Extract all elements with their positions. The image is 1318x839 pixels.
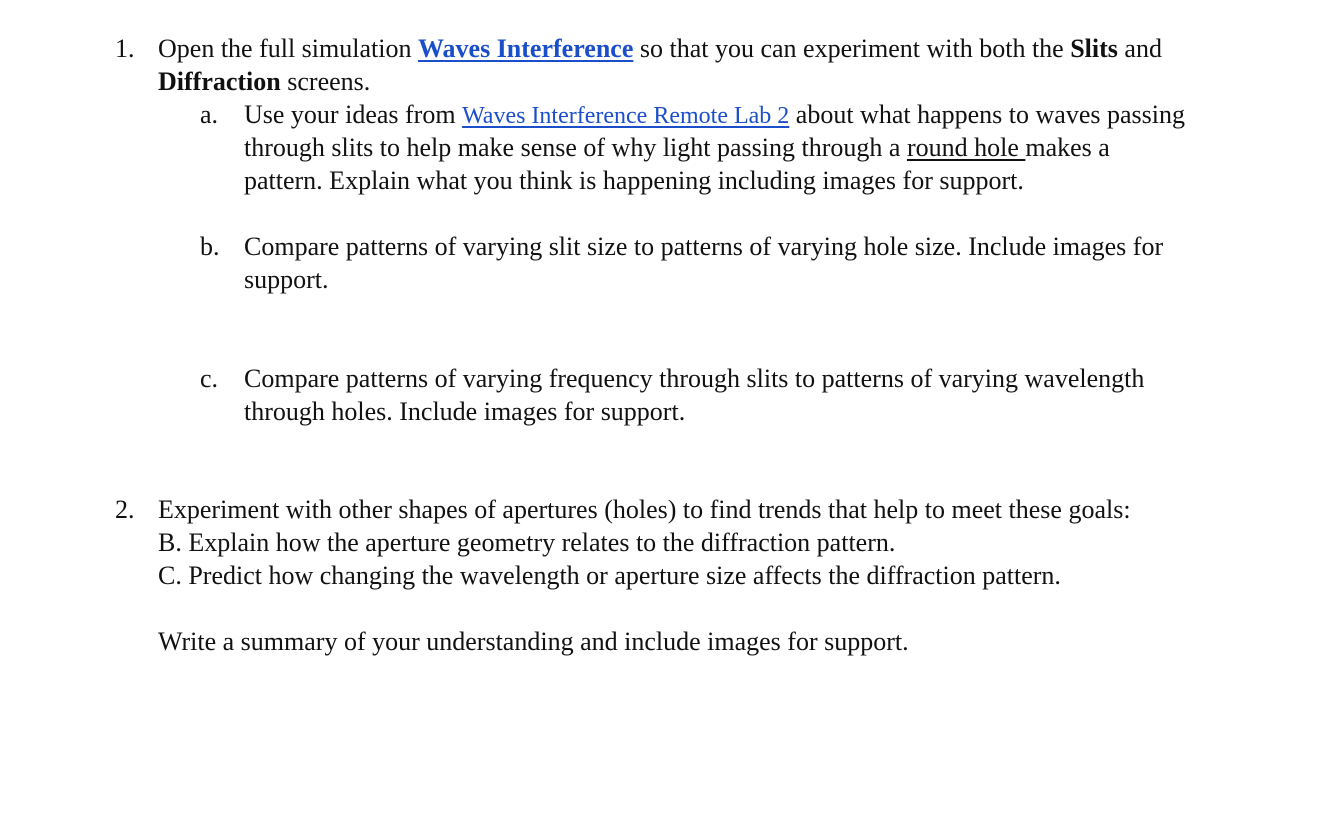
item-2-summary: Write a summary of your understanding and include images for support. (158, 627, 909, 656)
item-1a-letter: a. (200, 100, 219, 129)
item-1-text-and: and (1117, 34, 1162, 63)
item-1a-text-line2-pre: through slits to help make sense of why light passing through a (244, 133, 907, 162)
item-2-goal-b: B. Explain how the aperture geometry relates to the diffraction pattern. (158, 528, 896, 557)
item-1a-line-1 (244, 98, 1185, 133)
item-1-line-1 (158, 32, 1162, 65)
item-1b-line-1: Compare patterns of varying slit size to patterns of varying hole size. Include images for (244, 232, 1164, 261)
item-1b-letter: b. (200, 232, 220, 261)
item-1-line-2 (158, 65, 370, 98)
remote-lab-2-link[interactable]: Waves Interference Remote Lab 2 (462, 103, 790, 129)
item-2-goal-c: C. Predict how changing the wavelength or aperture size affects the diffraction pattern. (158, 561, 1061, 590)
round-hole-text: round hole (906, 133, 1026, 162)
item-1-text-post: screens. (280, 67, 371, 96)
item-1a-text-pre: Use your ideas from (244, 100, 463, 129)
item-2-number: 2. (115, 495, 135, 524)
item-2-line-1: Experiment with other shapes of apertures (holes) to find trends that help to meet these goals: (158, 495, 1131, 524)
item-1-number: 1. (115, 34, 135, 63)
item-1-text-pre: Open the full simulation (158, 34, 418, 63)
slits-label: Slits (1070, 34, 1118, 63)
item-1a-line-3: pattern. Explain what you think is happening including images for support. (244, 166, 1024, 195)
item-1a-text-post: about what happens to waves passing (789, 100, 1185, 129)
item-1a-text-line2-post: makes a (1025, 133, 1110, 162)
item-1c-line-1: Compare patterns of varying frequency through slits to patterns of varying wavelength (244, 364, 1145, 393)
diffraction-label: Diffraction (158, 67, 281, 96)
item-1a-line-2 (244, 131, 1110, 164)
item-1c-letter: c. (200, 364, 219, 393)
waves-interference-link[interactable]: Waves Interference (417, 34, 634, 63)
item-1-text-mid: so that you can experiment with both the (633, 34, 1071, 63)
item-1b-line-2: support. (244, 265, 329, 294)
item-1c-line-2: through holes. Include images for support. (244, 397, 686, 426)
